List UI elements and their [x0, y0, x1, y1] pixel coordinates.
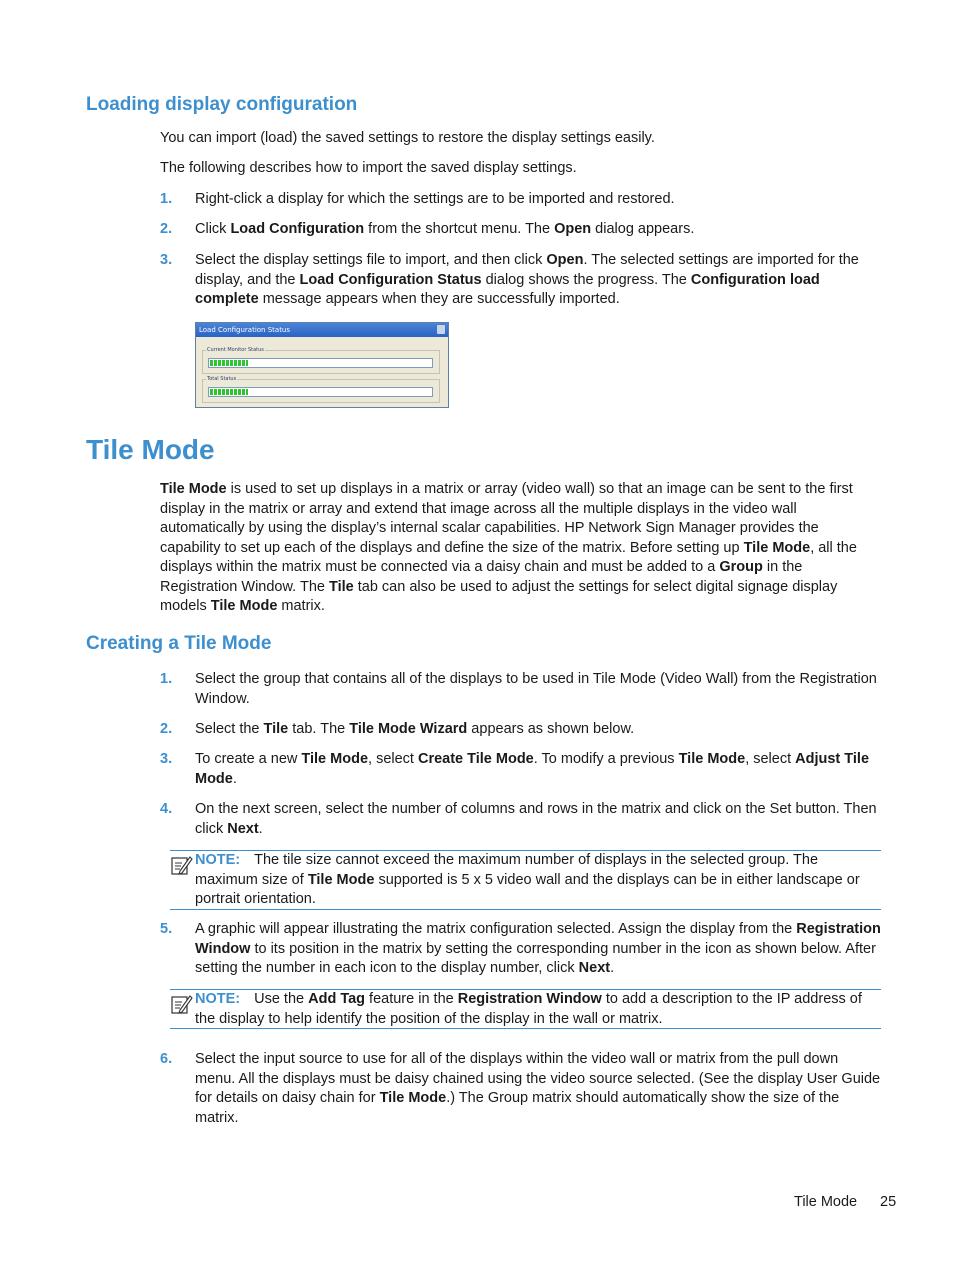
group-label: Current Monitor Status [207, 347, 264, 353]
step-number: 3. [160, 252, 173, 268]
progress-bar [208, 387, 433, 397]
note-pencil-icon [171, 993, 193, 1015]
current-monitor-status-group [202, 347, 440, 374]
note-text: NOTE: The tile size cannot exceed the maximum number of displays in the selected group. The maximum size of Tile Mode supported is 5 x 5 video wall and the displays can be in either landscape or portrait orientation. [195, 852, 860, 907]
load-configuration-status-dialog [195, 322, 449, 408]
dialog-title: Load Configuration Status [196, 323, 448, 337]
step-number: 4. [160, 801, 173, 817]
step-number: 5. [160, 921, 173, 937]
group-label: Total Status [207, 376, 237, 382]
step-text: To create a new Tile Mode, select Create Tile Mode. To modify a previous Tile Mode, select Adjust Tile Mode. [195, 751, 870, 787]
section-heading-creating: Creating a Tile Mode [86, 633, 272, 654]
step-text: Click Load Configuration from the shortcut menu. The Open dialog appears. [195, 221, 695, 237]
step-text: Select the input source to use for all of the displays within the video wall or matrix from the pull down menu. All the displays must be daisy chained using the video source selected. (See the display User Guide for details on daisy chain for Tile Mode.) The Group matrix should automatically show the size of the matrix. [195, 1051, 881, 1126]
step-number: 3. [160, 751, 173, 767]
page-title: Tile Mode [86, 434, 215, 465]
step-number: 1. [160, 191, 173, 207]
progress-fill [210, 389, 248, 395]
note-pencil-icon [171, 854, 193, 876]
step-text: Right-click a display for which the settings are to be imported and restored. [195, 191, 675, 207]
footer-section-name: Tile Mode [794, 1194, 858, 1210]
note-box [170, 989, 881, 1029]
step-text: A graphic will appear illustrating the matrix configuration selected. Assign the display from the Registration Window to its position in the matrix by setting the corresponding number in the icon as shown below. After setting the number in each icon to the display number, click Next. [195, 921, 881, 976]
step-number: 2. [160, 721, 173, 737]
step-number: 6. [160, 1051, 173, 1067]
note-box [170, 850, 881, 910]
step-text: Select the Tile tab. The Tile Mode Wizard appears as shown below. [195, 721, 635, 737]
page-number: 25 [880, 1194, 897, 1210]
intro-paragraph: You can import (load) the saved settings to restore the display settings easily. [160, 130, 655, 146]
tile-mode-paragraph: Tile Mode is used to set up displays in a matrix or array (video wall) so that an image can be sent to the first display in the matrix or array and extend that image across all the multiple displays in the video wall automatically by using the display’s internal scalar capabilities. HP Network Sign Manager provides the capability to set up each of the displays and define the size of the matrix. Before setting up Tile Mode, all the displays within the matrix must be connected via a daisy chain and must be added to a Group in the Registration Window. The Tile tab can also be used to adjust the settings for select digital signage display models Tile Mode matrix. [160, 481, 857, 614]
close-icon [437, 325, 445, 334]
step-text: On the next screen, select the number of columns and rows in the matrix and click on the Set button. Then click Next. [195, 801, 877, 837]
progress-fill [210, 360, 248, 366]
step-number: 1. [160, 671, 173, 687]
step-text: Select the display settings file to import, and then click Open. The selected settings are imported for the display, and the Load Configuration Status dialog shows the progress. The Configuration load complete message appears when they are successfully imported. [195, 252, 859, 307]
intro-paragraph: The following describes how to import the saved display settings. [160, 160, 577, 176]
note-text: NOTE: Use the Add Tag feature in the Registration Window to add a description to the IP address of the display to help identify the position of the display in the wall or matrix. [195, 991, 862, 1027]
progress-bar [208, 358, 433, 368]
step-text: Select the group that contains all of the displays to be used in Tile Mode (Video Wall) from the Registration Window. [195, 671, 877, 707]
step-number: 2. [160, 221, 173, 237]
total-status-group [202, 376, 440, 403]
section-heading-loading: Loading display configuration [86, 94, 358, 115]
